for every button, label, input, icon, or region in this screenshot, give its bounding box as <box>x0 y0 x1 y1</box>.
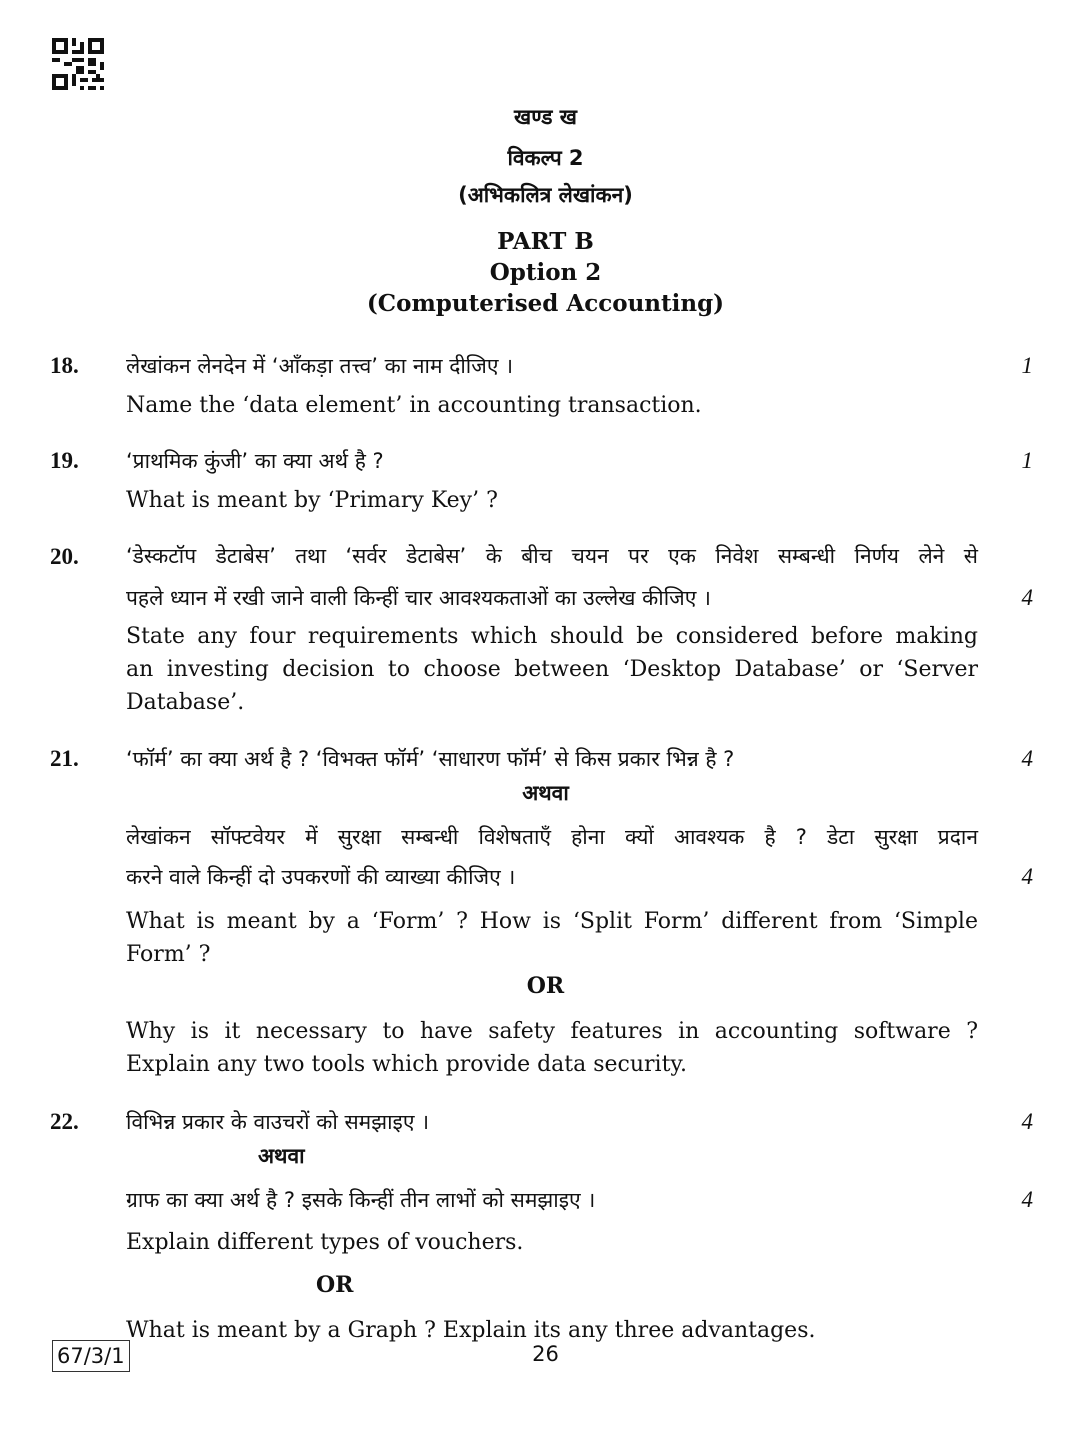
question-hindi-line: पहले ध्यान में रखी जाने वाली किन्हीं चार आवश्यकताओं का उल्लेख कीजिए । <box>126 586 711 610</box>
qr-code-icon <box>52 38 104 90</box>
part-heading: PART B <box>497 228 594 255</box>
alt-question-hindi-line: लेखांकन सॉफ्टवेयर में सुरक्षा सम्बन्धी विशेषताएँ होना क्यों आवश्यक है ? डेटा सुरक्षा प्रदान <box>126 825 978 849</box>
question-number: 19. <box>50 448 79 473</box>
question-hindi: विभिन्न प्रकार के वाउचरों को समझाइए । <box>126 1110 430 1134</box>
question-english: Name the ‘data element’ in accounting transaction. <box>126 393 702 418</box>
question-hindi: लेखांकन लेनदेन में ‘आँकड़ा तत्त्व’ का नाम दीजिए । <box>126 354 514 378</box>
alt-question-english: What is meant by a Graph ? Explain its any three advantages. <box>126 1318 816 1343</box>
question-number: 22. <box>50 1109 79 1134</box>
section-heading-hindi: खण्ड ख <box>514 105 577 129</box>
question-english-line: Database’. <box>126 690 245 715</box>
question-number: 18. <box>50 353 79 378</box>
page-number: 26 <box>532 1342 559 1366</box>
question-hindi: ‘प्राथमिक कुंजी’ का क्या अर्थ है ? <box>126 449 384 473</box>
question-number: 20. <box>50 544 79 569</box>
question-number: 21. <box>50 746 79 771</box>
alt-question-hindi: ग्राफ का क्या अर्थ है ? इसके किन्हीं तीन लाभों को समझाइए । <box>126 1188 596 1212</box>
subject-heading: (Computerised Accounting) <box>366 290 725 317</box>
option-heading-hindi: विकल्प 2 <box>507 146 584 170</box>
paper-code: 67/3/1 <box>52 1340 130 1372</box>
question-english-line: Form’ ? <box>126 942 211 967</box>
question-english: Explain different types of vouchers. <box>126 1230 524 1255</box>
or-english: OR <box>316 1272 354 1298</box>
marks: 1 <box>1021 448 1033 473</box>
or-english: OR <box>526 973 565 999</box>
option-heading: Option 2 <box>489 259 602 286</box>
or-hindi: अथवा <box>522 781 569 805</box>
marks: 4 <box>1021 585 1033 610</box>
question-english: What is meant by ‘Primary Key’ ? <box>126 488 498 513</box>
subject-heading-hindi: (अभिकलित्र लेखांकन) <box>458 183 633 207</box>
alt-question-english-line: Explain any two tools which provide data security. <box>126 1052 687 1077</box>
question-english-line: State any four requirements which should be considered before making <box>126 624 978 649</box>
alt-question-hindi-line: करने वाले किन्हीं दो उपकरणों की व्याख्या कीजिए । <box>126 865 516 889</box>
or-hindi: अथवा <box>258 1144 305 1168</box>
question-hindi-line: ‘डेस्कटॉप डेटाबेस’ तथा ‘सर्वर डेटाबेस’ के बीच चयन पर एक निवेश सम्बन्धी निर्णय लेने से <box>126 544 978 568</box>
marks: 4 <box>1021 746 1033 771</box>
marks: 4 <box>1021 1109 1033 1134</box>
question-english-line: What is meant by a ‘Form’ ? How is ‘Split Form’ different from ‘Simple <box>126 909 978 934</box>
question-english-line: an investing decision to choose between ‘Desktop Database’ or ‘Server <box>126 657 978 682</box>
alt-question-english-line: Why is it necessary to have safety features in accounting software ? <box>126 1019 978 1044</box>
question-hindi: ‘फॉर्म’ का क्या अर्थ है ? ‘विभक्त फॉर्म’ ‘साधारण फॉर्म’ से किस प्रकार भिन्न है ? <box>126 747 735 771</box>
marks: 1 <box>1021 353 1033 378</box>
marks: 4 <box>1021 864 1033 889</box>
marks: 4 <box>1021 1187 1033 1212</box>
